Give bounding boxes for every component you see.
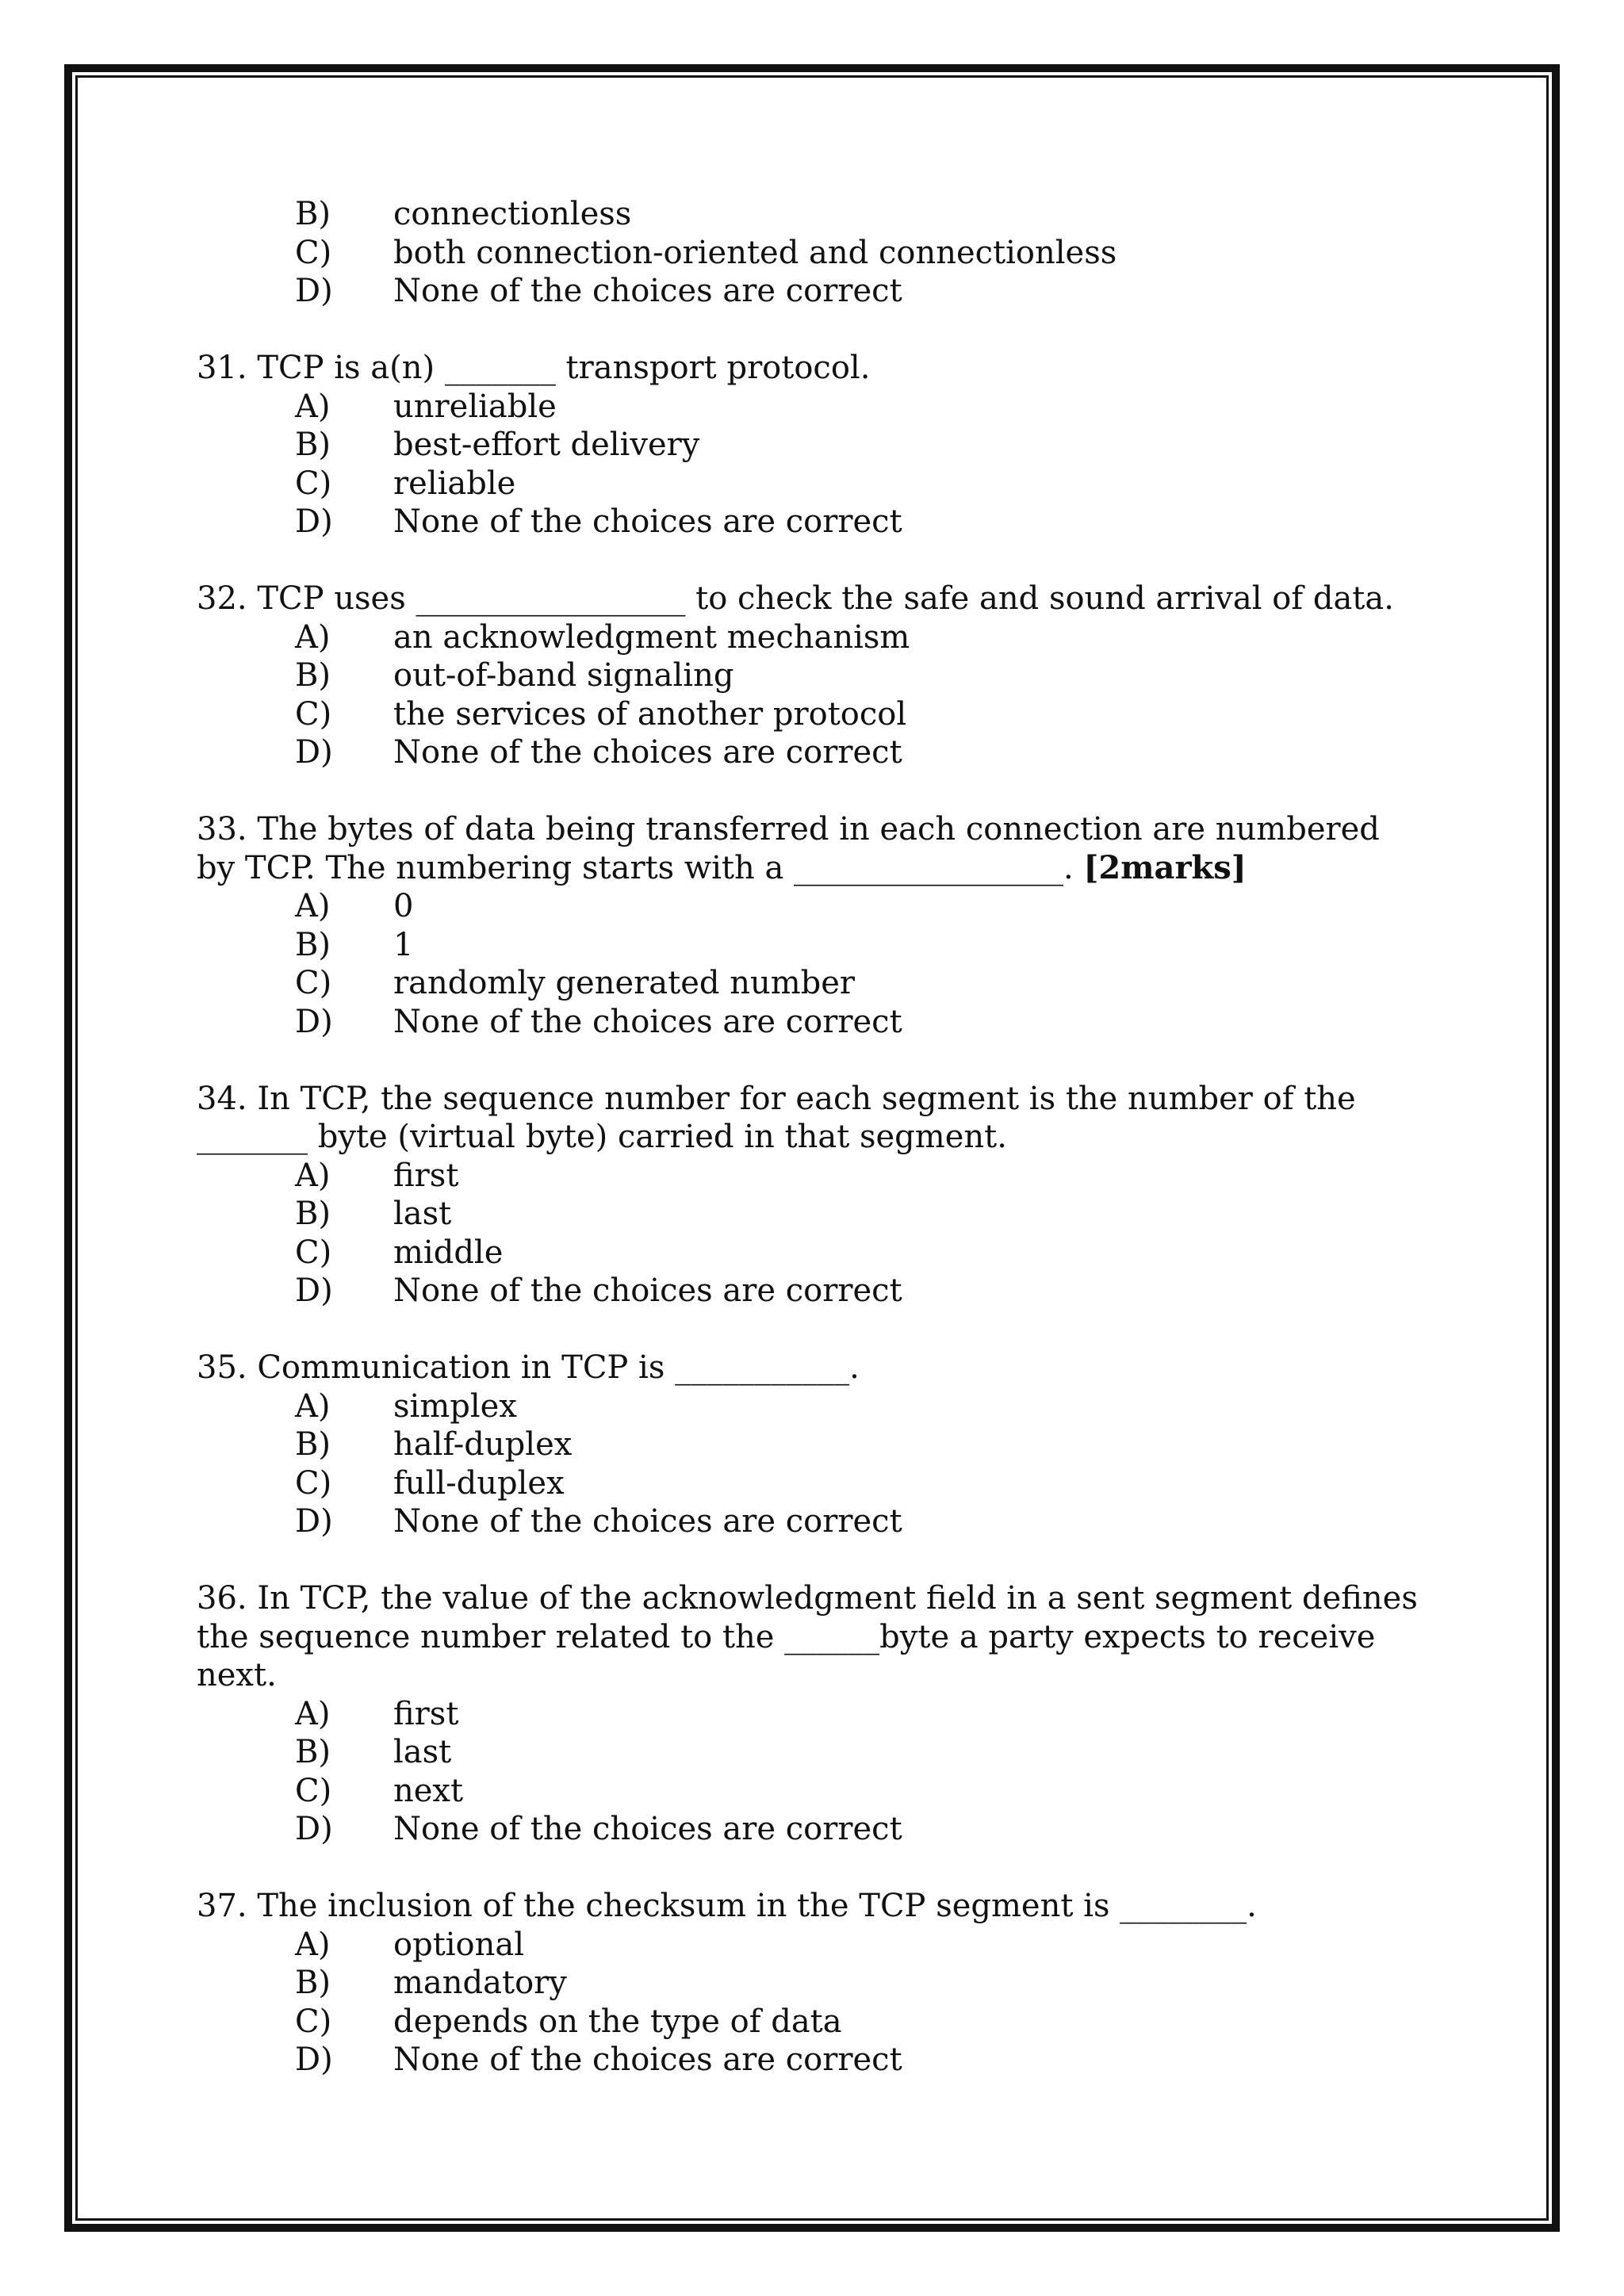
option-letter: D)	[295, 734, 333, 771]
option-row	[197, 1387, 1418, 1426]
option-row	[197, 388, 1418, 427]
option-letter: D)	[295, 1272, 333, 1309]
option-text: randomly generated number	[393, 965, 856, 1001]
option-text: None of the choices are correct	[393, 2042, 902, 2078]
option-letter: B)	[295, 1196, 331, 1232]
option-letter: A)	[295, 1926, 331, 1963]
option-text: full-duplex	[393, 1464, 565, 1502]
option-letter: A)	[295, 618, 331, 656]
option-text: the services of another protocol	[393, 695, 907, 733]
option-row	[197, 503, 1418, 541]
option-row	[197, 2003, 1418, 2042]
question-stem	[197, 349, 1418, 388]
option-letter: B)	[295, 1734, 331, 1770]
option-text: half-duplex	[393, 1426, 573, 1463]
option-letter: C)	[295, 1464, 332, 1502]
option-text: None of the choices are correct	[393, 734, 902, 771]
option-letter: D)	[295, 1503, 333, 1540]
option-row	[197, 1195, 1418, 1234]
option-text: simplex	[393, 1387, 517, 1425]
option-letter: B)	[295, 1965, 331, 2001]
option-letter: A)	[295, 1387, 331, 1425]
option-letter: A)	[295, 1157, 331, 1194]
option-row	[197, 1926, 1418, 1965]
question-34	[197, 1080, 1418, 1311]
option-text: mandatory	[393, 1965, 567, 2001]
option-letter: D)	[295, 273, 333, 309]
option-letter: C)	[295, 1234, 332, 1271]
option-text: None of the choices are correct	[393, 1811, 902, 1847]
option-text: reliable	[393, 465, 516, 502]
option-letter: D)	[295, 503, 333, 540]
option-text: depends on the type of data	[393, 2003, 842, 2040]
option-text: last	[393, 1196, 452, 1232]
question-37	[197, 1887, 1418, 2080]
option-text: None of the choices are correct	[393, 503, 902, 540]
option-letter: D)	[295, 2042, 333, 2078]
option-row	[197, 1772, 1418, 1811]
option-letter: B)	[295, 196, 331, 232]
option-row	[197, 1810, 1418, 1849]
option-text: connectionless	[393, 196, 632, 232]
exam-page-content	[197, 195, 1418, 2118]
question-text: 36. In TCP, the value of the acknowledgment field in a sent segment defines the sequence number related to the ______byte a party expects to receive next.	[197, 1580, 1418, 1693]
question-stem	[197, 580, 1418, 618]
option-text: None of the choices are correct	[393, 273, 902, 309]
option-row	[197, 1425, 1418, 1464]
option-row	[197, 1157, 1418, 1196]
question-35	[197, 1349, 1418, 1541]
option-row	[197, 964, 1418, 1003]
question-31	[197, 349, 1418, 541]
option-row	[197, 1502, 1418, 1541]
option-row	[197, 1964, 1418, 2003]
option-letter: A)	[295, 1695, 331, 1732]
option-row	[197, 1272, 1418, 1311]
option-row	[197, 618, 1418, 657]
question-text: 33. The bytes of data being transferred in each connection are numbered by TCP. The numbering starts with a _________________.	[197, 811, 1380, 886]
question-text: 37. The inclusion of the checksum in the TCP segment is ________.	[197, 1888, 1257, 1924]
question-text: 34. In TCP, the sequence number for each segment is the number of the _______ byte (virtual byte) carried in that segment.	[197, 1080, 1356, 1155]
question-stem	[197, 1080, 1418, 1157]
option-letter: A)	[295, 888, 331, 924]
option-text: middle	[393, 1234, 504, 1271]
option-text: best-effort delivery	[393, 427, 700, 463]
option-letter: D)	[295, 1003, 333, 1040]
option-text: both connection-oriented and connectionless	[393, 234, 1117, 271]
marks-label: [2marks]	[1083, 848, 1247, 886]
option-row	[197, 1733, 1418, 1772]
option-letter: B)	[295, 926, 331, 963]
option-row	[197, 1003, 1418, 1042]
option-text: None of the choices are correct	[393, 1272, 902, 1309]
option-letter: C)	[295, 2003, 332, 2040]
option-row	[197, 195, 1418, 234]
option-row	[197, 234, 1418, 273]
question-stem	[197, 1579, 1418, 1695]
option-row	[197, 426, 1418, 465]
option-text: first	[393, 1157, 459, 1194]
option-letter: C)	[295, 234, 332, 271]
option-text: unreliable	[393, 388, 557, 425]
option-text: None of the choices are correct	[393, 1003, 902, 1040]
question-text: 32. TCP uses _________________ to check the safe and sound arrival of data.	[197, 580, 1394, 617]
question-stem	[197, 1349, 1418, 1387]
option-row	[197, 733, 1418, 772]
option-text: last	[393, 1734, 452, 1770]
option-letter: B)	[295, 1426, 331, 1463]
option-row	[197, 2041, 1418, 2080]
option-text: out-of-band signaling	[393, 657, 734, 694]
question-33	[197, 810, 1418, 1041]
option-row	[197, 272, 1418, 311]
question-text: 35. Communication in TCP is ___________.	[197, 1349, 860, 1386]
option-row	[197, 656, 1418, 695]
option-letter: C)	[295, 965, 332, 1001]
option-letter: C)	[295, 1772, 332, 1809]
question-stem	[197, 810, 1418, 887]
option-letter: C)	[295, 695, 332, 733]
question-text: 31. TCP is a(n) _______ transport protocol.	[197, 350, 871, 386]
option-letter: A)	[295, 388, 331, 425]
option-letter: D)	[295, 1811, 333, 1847]
option-letter: B)	[295, 657, 331, 694]
question-30-continuation	[197, 195, 1418, 311]
option-text: an acknowledgment mechanism	[393, 618, 910, 656]
option-text: optional	[393, 1926, 525, 1963]
option-text: next	[393, 1772, 464, 1809]
option-row	[197, 926, 1418, 965]
option-text: 1	[393, 926, 414, 963]
option-row	[197, 1234, 1418, 1272]
option-text: 0	[393, 888, 414, 924]
option-letter: C)	[295, 465, 332, 502]
option-row	[197, 1464, 1418, 1503]
option-row	[197, 887, 1418, 926]
option-text: None of the choices are correct	[393, 1503, 902, 1540]
question-36	[197, 1579, 1418, 1849]
option-letter: B)	[295, 427, 331, 463]
option-row	[197, 465, 1418, 503]
option-row	[197, 1695, 1418, 1734]
question-32	[197, 580, 1418, 772]
question-stem	[197, 1887, 1418, 1926]
option-text: first	[393, 1695, 459, 1732]
option-row	[197, 695, 1418, 734]
